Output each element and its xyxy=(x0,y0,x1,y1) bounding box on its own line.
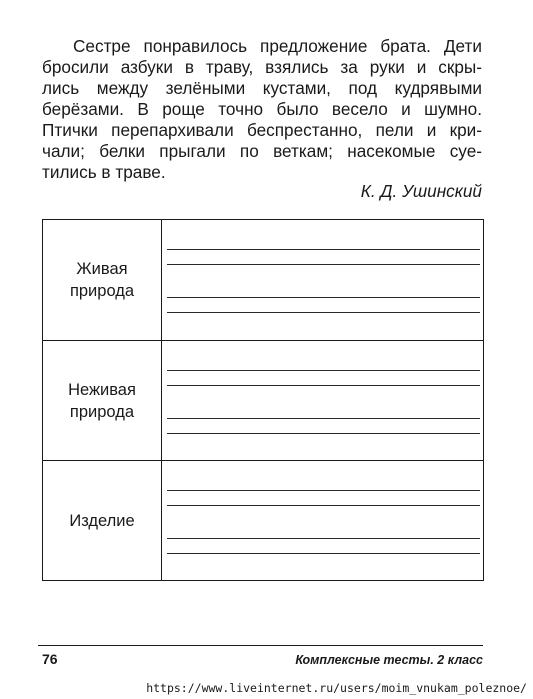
table-row-nonliving-nature xyxy=(43,340,483,460)
passage-line: бросили азбуки в траву, взялись за руки и скры- xyxy=(42,57,482,77)
answer-line[interactable] xyxy=(167,370,480,371)
row-label: Изделие xyxy=(69,511,135,530)
running-title: Комплексные тесты. 2 класс xyxy=(295,653,483,667)
row-label: Живая xyxy=(76,260,128,278)
page-number: 76 xyxy=(42,651,58,667)
passage-line: берёзами. В роще точно было весело и шумно. xyxy=(42,99,482,119)
answer-lines-area[interactable] xyxy=(161,341,483,460)
answer-lines-area[interactable] xyxy=(161,461,483,580)
reading-passage xyxy=(42,36,482,183)
table-row-living-nature xyxy=(43,220,483,340)
answer-line[interactable] xyxy=(167,385,480,386)
table-row-manufactured-item xyxy=(43,460,483,580)
answer-line[interactable] xyxy=(167,249,480,250)
passage-line: лись между зелёными кустами, под кудрявыми xyxy=(42,78,482,98)
row-label: Неживая xyxy=(68,380,136,399)
source-url: https://www.liveinternet.ru/users/moim_vnukam_poleznoe/ xyxy=(146,681,527,695)
row-label-cell xyxy=(43,341,162,460)
row-label-cell xyxy=(43,220,162,340)
footer-divider xyxy=(38,645,483,646)
answer-table xyxy=(42,219,484,581)
answer-line[interactable] xyxy=(167,264,480,265)
passage-line: чали; белки прыгали по веткам; насекомые суе- xyxy=(42,141,482,161)
row-label: природа xyxy=(69,402,135,421)
answer-line[interactable] xyxy=(167,312,480,313)
answer-lines-area[interactable] xyxy=(161,220,483,340)
row-label: природа xyxy=(69,282,135,300)
answer-line[interactable] xyxy=(167,505,480,506)
answer-line[interactable] xyxy=(167,418,480,419)
row-label-cell xyxy=(43,461,162,580)
passage-line: Сестре понравилось предложение брата. Дети xyxy=(73,36,482,56)
answer-line[interactable] xyxy=(167,538,480,539)
passage-line: тились в траве. xyxy=(42,162,166,182)
answer-line[interactable] xyxy=(167,433,480,434)
answer-line[interactable] xyxy=(167,490,480,491)
answer-line[interactable] xyxy=(167,553,480,554)
passage-author: К. Д. Ушинский xyxy=(360,181,482,201)
passage-line: Птички перепархивали беспрестанно, пели и кри- xyxy=(42,120,482,140)
answer-line[interactable] xyxy=(167,297,480,298)
